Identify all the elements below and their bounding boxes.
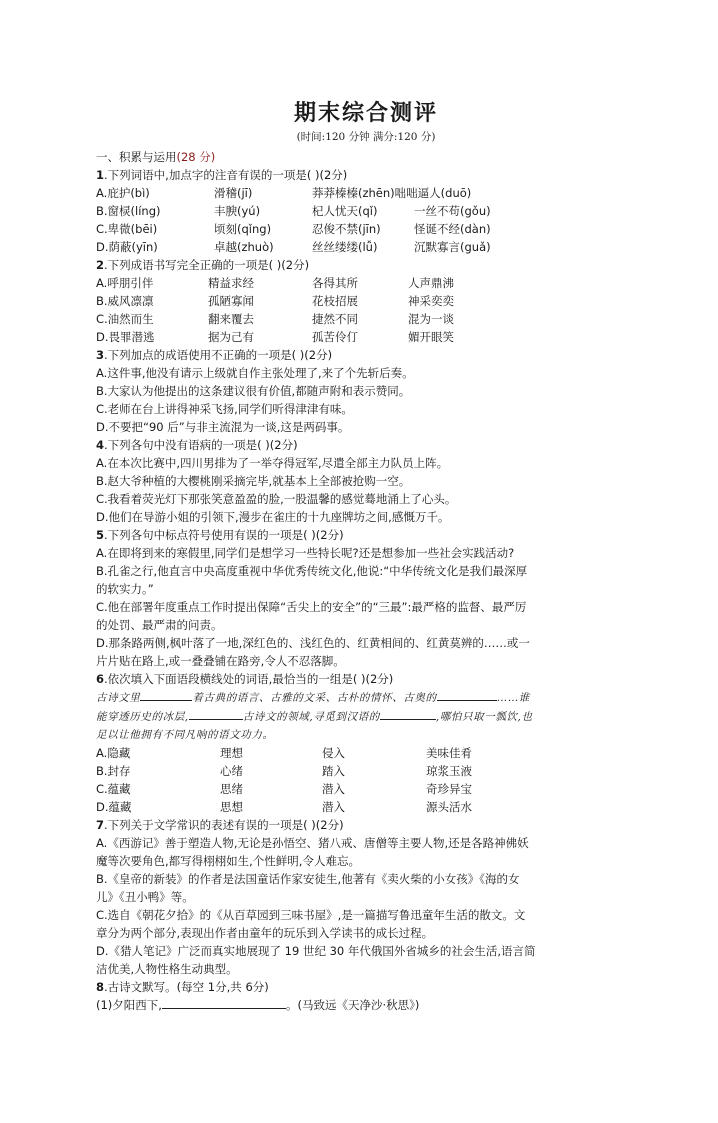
question-number: 5 xyxy=(96,528,105,542)
fill-blank xyxy=(189,707,243,720)
q1-option-row: A.庇护(bì) 滑稽(jī) 莽莽榛榛(zhēn)咄咄逼人(duō) xyxy=(96,186,472,200)
exam-page xyxy=(96,100,636,1014)
q5-option: 的处罚、最严肃的问责。 xyxy=(96,618,223,632)
question-4-stem: 4.下列各句中没有语病的一项是( )(2分) xyxy=(96,438,298,452)
page-title: 期末综合测评 xyxy=(293,101,438,126)
q7-option: B.《皇帝的新装》的作者是法国童话作家安徒生,他著有《卖火柴的小女孩》《海的女 xyxy=(96,872,520,886)
q4-option: B.赵大爷种植的大樱桃刚采摘完毕,就基本上全部被抢购一空。 xyxy=(96,474,411,488)
q7-option: 洁优美,人物性格生动典型。 xyxy=(96,962,238,976)
q7-option: 章分为两个部分,表现出作者由童年的玩乐到入学读书的成长过程。 xyxy=(96,926,434,940)
q5-option: B.孔雀之行,他直言中央高度重视中华优秀传统文化,他说:“中华传统文化是我们最深厚 xyxy=(96,564,528,578)
question-number: 6 xyxy=(96,672,105,686)
q1-option-row: C.卑微(bēi) 顷刻(qǐng) 忍俊不禁(jīn) 怪诞不经(dàn) xyxy=(96,222,491,236)
fill-blank xyxy=(437,688,497,701)
q7-option: 魔等次要角色,都写得栩栩如生,个性鲜明,令人难忘。 xyxy=(96,854,360,868)
question-number: 3 xyxy=(96,348,105,362)
q7-option: A.《西游记》善于塑造人物,无论是孙悟空、猪八戒、唐僧等主要人物,还是各路神佛妖 xyxy=(96,836,529,850)
section-score: (28 分) xyxy=(176,150,216,164)
question-number: 1 xyxy=(96,168,105,182)
q7-option: 儿》《丑小鸭》等。 xyxy=(96,890,194,904)
q7-option: D.《猎人笔记》广泛而真实地展现了 19 世纪 30 年代俄国外省城乡的社会生活,语言简 xyxy=(96,944,536,958)
q4-option: A.在本次比赛中,四川男排为了一举夺得冠军,尽遣全部主力队员上阵。 xyxy=(96,456,449,470)
question-number: 7 xyxy=(96,818,105,832)
q6-passage-line: 古诗文里 着古典的语言、古雅的文采、古朴的情怀、古奥的 ……谁 xyxy=(96,688,636,707)
fill-blank xyxy=(140,688,192,701)
q2-option-row: A.呼朋引伴 精益求经 各得其所 人声鼎沸 xyxy=(96,276,454,290)
q6-option-row: D.蕴藏 思想 潜入 源头活水 xyxy=(96,800,472,814)
question-6-stem: 6.依次填入下面语段横线处的词语,最恰当的一组是( )(2分) xyxy=(96,672,394,686)
question-7-stem: 7.下列关于文学常识的表述有误的一项是( )(2分) xyxy=(96,818,344,832)
q6-option-row: A.隐藏 理想 侵入 美味佳肴 xyxy=(96,746,472,760)
q5-option: 的软实力。” xyxy=(96,582,154,596)
question-number: 8 xyxy=(96,980,105,994)
q7-option: C.选自《朝花夕拾》的《从百草园到三味书屋》,是一篇描写鲁迅童年生活的散文。文 xyxy=(96,908,526,922)
q3-option: C.老师在台上讲得神采飞扬,同学们听得津津有味。 xyxy=(96,402,353,416)
question-8-stem: 8.古诗文默写。(每空 1分,共 6分) xyxy=(96,980,269,994)
q3-option: D.不要把“90 后”与非主流混为一谈,这是两码事。 xyxy=(96,420,350,434)
question-number: 2 xyxy=(96,258,105,272)
q2-option-row: C.油然而生 翻来覆去 捷然不同 混为一谈 xyxy=(96,312,454,326)
section-heading xyxy=(96,148,636,166)
q6-option-row: C.蕴藏 思绪 潜入 奇珍异宝 xyxy=(96,782,472,796)
q5-option: 片片贴在路上,或一叠叠铺在路旁,令人不忍落脚。 xyxy=(96,654,345,668)
page-subtitle: (时间:120 分钟 满分:120 分) xyxy=(296,131,436,143)
q5-option: D.那条路两侧,枫叶落了一地,深红色的、浅红色的、红黄相间的、红黄莫辨的……或一 xyxy=(96,636,530,650)
q6-passage-line: 足以让他拥有不同凡响的语文功力。 xyxy=(96,729,274,741)
q2-option-row: D.畏罪潜逃 据为己有 孤苦伶仃 媚开眼笑 xyxy=(96,330,454,344)
q3-option: A.这件事,他没有请示上级就自作主张处理了,来了个先斩后奏。 xyxy=(96,366,414,380)
q1-option-row: D.荫蔽(yīn) 卓越(zhuò) 丝丝缕缕(lǚ) 沉默寡言(guǎ) xyxy=(96,240,491,254)
fill-blank xyxy=(380,707,436,720)
q5-option: C.他在部署年度重点工作时提出保障“舌尖上的安全”的“三最”:最严格的监督、最严厉 xyxy=(96,600,527,614)
question-3-stem: 3.下列加点的成语使用不正确的一项是( )(2分) xyxy=(96,348,333,362)
q6-option-row: B.封存 心绪 踏入 琼浆玉液 xyxy=(96,764,472,778)
q5-option: A.在即将到来的寒假里,同学们是想学习一些特长呢?还是想参加一些社会实践活动? xyxy=(96,546,515,560)
q3-option: B.大家认为他提出的这条建议很有价值,都随声附和表示赞同。 xyxy=(96,384,411,398)
question-5-stem: 5.下列各句中标点符号使用有误的一项是( )(2分) xyxy=(96,528,344,542)
q1-option-row: B.窗棂(líng) 丰腴(yú) 杞人忧天(qǐ) 一丝不苟(gǒu) xyxy=(96,204,491,218)
fill-blank xyxy=(162,996,286,1009)
question-1-stem: 1.下列词语中,加点字的注音有误的一项是( )(2分) xyxy=(96,168,348,182)
question-number: 4 xyxy=(96,438,105,452)
q4-option: C.我看着荧光灯下那张笑意盈盈的脸,一股温馨的感觉蓦地涌上了心头。 xyxy=(96,492,457,506)
q6-passage-line: 能穿透历史的冰层, 古诗文的领域,寻觅到汉语的 ,哪怕只取一瓢饮,也 xyxy=(96,707,636,726)
question-2-stem: 2.下列成语书写完全正确的一项是( )(2分) xyxy=(96,258,310,272)
q4-option: D.他们在导游小姐的引领下,漫步在雀庄的十九座牌坊之间,感慨万千。 xyxy=(96,510,450,524)
q2-option-row: B.威风凛凛 孤陋寡闻 花枝招展 神采奕奕 xyxy=(96,294,454,308)
section-label: 一、积累与运用 xyxy=(96,150,177,164)
q8-item-1: (1)夕阳西下, 。(马致远《天净沙·秋思》) xyxy=(96,998,420,1012)
